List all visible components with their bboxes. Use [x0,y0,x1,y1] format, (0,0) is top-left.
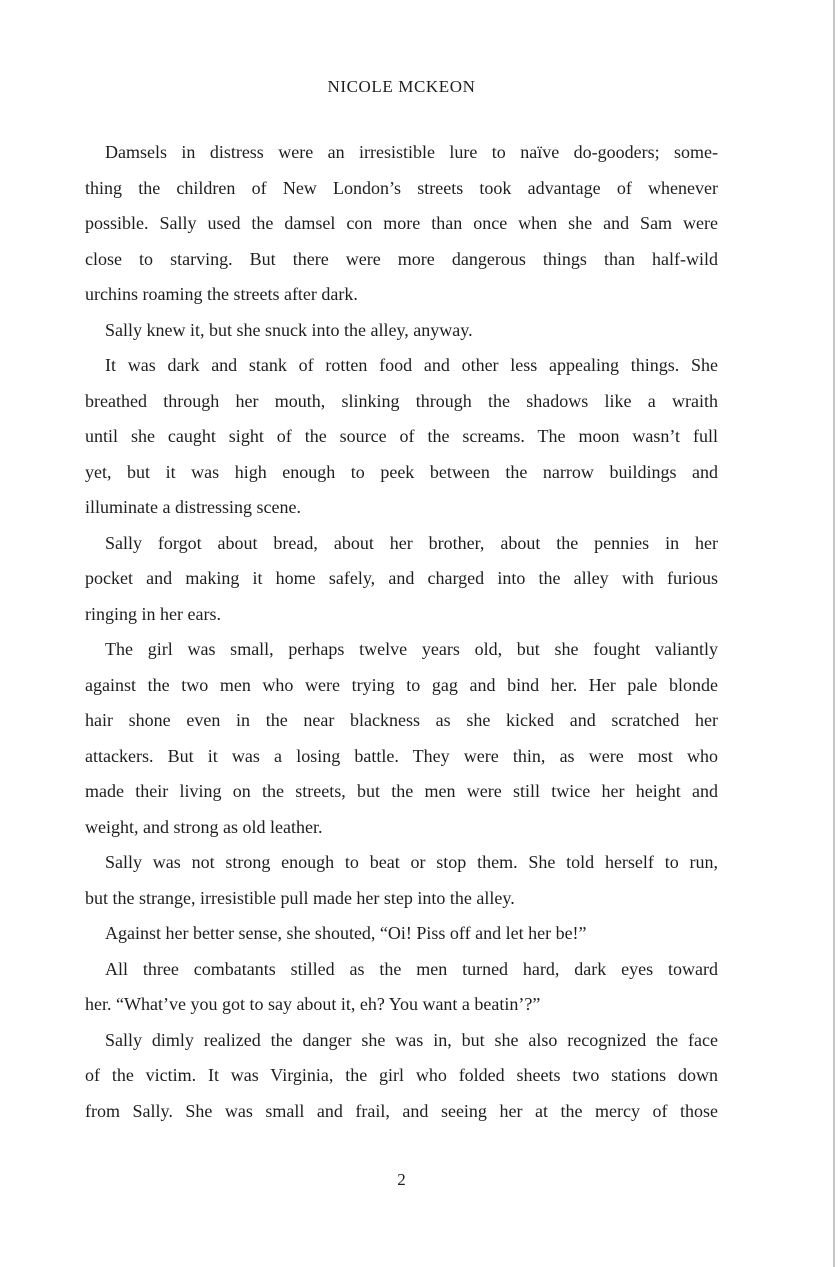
body-line: from Sally. She was small and frail, and seeing her at the mercy of those [85,1100,718,1121]
body-line: but the strange, irresistible pull made her step into the alley. [85,887,515,908]
body-line: Sally knew it, but she snuck into the alley, anyway. [105,319,473,340]
body-paragraph [85,845,718,916]
body-line: It was dark and stank of rotten food and other less appealing things. She [105,355,718,375]
body-line: made their living on the streets, but the men were still twice her height and [85,781,718,801]
body-line: thing the children of New London’s streets took advantage of whenever [85,177,718,198]
body-paragraph [85,632,718,845]
body-paragraph [85,526,718,633]
body-line: urchins roaming the streets after dark. [85,284,358,304]
running-header: NICOLE MCKEON [327,77,476,96]
body-paragraph [85,1023,718,1130]
body-line: Sally dimly realized the danger she was in, but she also recognized the face [105,1029,718,1050]
body-line: Sally was not strong enough to beat or stop them. She told herself to run, [105,852,718,872]
body-paragraph [85,952,718,1023]
body-paragraph [85,135,718,313]
body-line: illuminate a distressing scene. [85,497,301,517]
body-line: against the two men who were trying to gag and bind her. Her pale blonde [85,674,718,695]
page-edge-line [833,0,835,1267]
page-number: 2 [397,1170,406,1189]
body-line: The girl was small, perhaps twelve years old, but she fought valiantly [105,639,718,659]
body-line: of the victim. It was Virginia, the girl who folded sheets two stations down [85,1065,718,1085]
page-body [85,135,718,1129]
body-line: Sally forgot about bread, about her brother, about the pennies in her [105,532,718,553]
body-line: attackers. But it was a losing battle. They were thin, as were most who [85,745,718,766]
body-paragraph [85,348,718,526]
body-paragraph [85,313,718,349]
body-line: pocket and making it home safely, and charged into the alley with furious [85,568,718,588]
body-line: her. “What’ve you got to say about it, eh? You want a beatin’?” [85,994,541,1014]
page-content [85,0,718,1191]
body-line: possible. Sally used the damsel con more than once when she and Sam were [85,213,718,233]
body-line: Damsels in distress were an irresistible lure to naïve do-gooders; some- [105,142,718,162]
body-line: weight, and strong as old leather. [85,816,323,837]
body-paragraph [85,916,718,952]
body-line: breathed through her mouth, slinking through the shadows like a wraith [85,390,718,411]
body-line: ringing in her ears. [85,603,221,624]
body-line: hair shone even in the near blackness as she kicked and scratched her [85,710,718,730]
body-line: Against her better sense, she shouted, “Oi! Piss off and let her be!” [105,923,587,943]
body-line: until she caught sight of the source of the screams. The moon wasn’t full [85,426,718,446]
body-line: close to starving. But there were more dangerous things than half-wild [85,248,718,269]
body-line: yet, but it was high enough to peek between the narrow buildings and [85,461,718,482]
body-line: All three combatants stilled as the men turned hard, dark eyes toward [105,958,718,979]
